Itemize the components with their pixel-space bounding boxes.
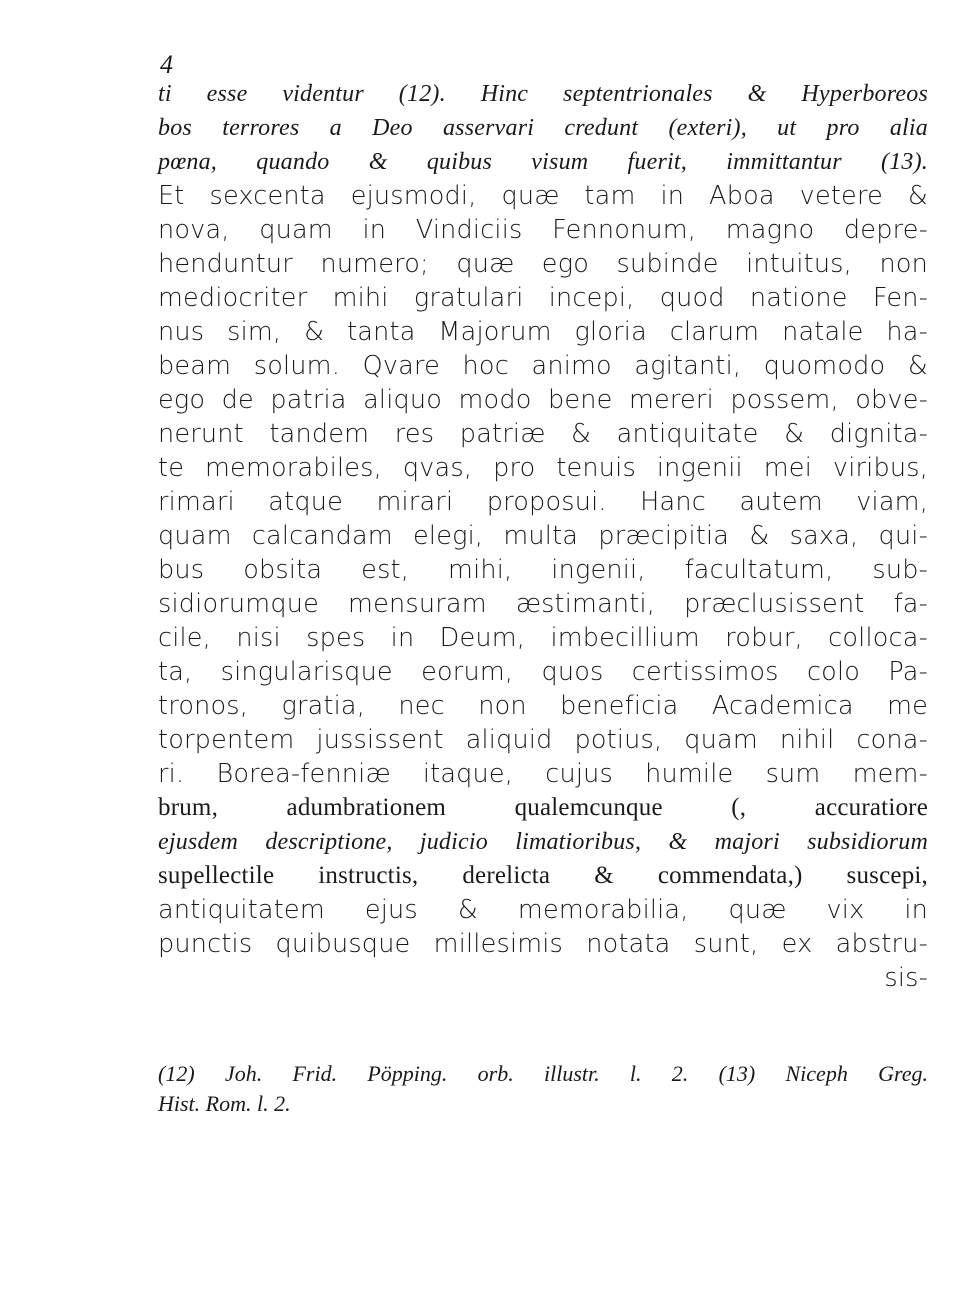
page-number: 4 <box>160 50 173 79</box>
text-line: ri. Borea-fenniæ itaque, cujus humile sum mem- <box>158 759 928 789</box>
text-line: antiquitatem ejus & memorabilia, quæ vix in <box>158 895 928 925</box>
text-line: punctis quibusque millesimis notata sunt, ex abstru- <box>158 929 928 959</box>
text-line: bus obsita est, mihi, ingenii, facultatum, sub- <box>158 555 928 585</box>
footnote-line: Hist. Rom. l. 2. <box>158 1091 291 1116</box>
text-line: nus sim, & tanta Majorum gloria clarum natale ha- <box>158 317 928 347</box>
footnote-line: (12) Joh. Frid. Pöpping. orb. illustr. l. 2. (13) Niceph Greg. <box>158 1061 928 1086</box>
text-line: brum, adumbrationem qualemcunque (, accuratiore <box>158 794 928 821</box>
text-line: sidiorumque mensuram æstimanti, præclusissent fa- <box>158 589 928 619</box>
text-line: Et sexcenta ejusmodi, quæ tam in Aboa vetere & <box>158 181 928 211</box>
catchword: sis- <box>884 963 928 993</box>
text-line: te memorabiles, qvas, pro tenuis ingenii mei viribus, <box>158 453 928 483</box>
text-line: bos terrores a Deo asservari credunt (exteri), ut pro alia <box>158 115 928 141</box>
text-line: tronos, gratia, nec non beneficia Academica me <box>158 691 928 721</box>
text-line: ti esse videntur (12). Hinc septentrionales & Hyperboreos <box>158 81 928 107</box>
text-line: torpentem jussissent aliquid potius, quam nihil cona- <box>158 725 928 755</box>
text-line: ejusdem descriptione, judicio limatioribus, & majori subsidiorum <box>158 829 928 855</box>
text-line: rimari atque mirari proposui. Hanc autem viam, <box>158 487 928 517</box>
text-line: supellectile instructis, derelicta & commendata,) suscepi, <box>158 862 928 889</box>
text-line: nerunt tandem res patriæ & antiquitate & dignita- <box>158 419 928 449</box>
text-line: quam calcandam elegi, multa præcipitia & saxa, qui- <box>158 521 928 551</box>
text-line: ego de patria aliquo modo bene mereri possem, obve- <box>158 385 928 415</box>
text-line: beam solum. Qvare hoc animo agitanti, quomodo & <box>158 351 928 381</box>
text-line: henduntur numero; quæ ego subinde intuitus, non <box>158 249 928 279</box>
text-line: pœna, quando & quibus visum fuerit, immittantur (13). <box>158 149 928 175</box>
text-line: mediocriter mihi gratulari incepi, quod natione Fen- <box>158 283 928 313</box>
text-line: ta, singularisque eorum, quos certissimos colo Pa- <box>158 657 928 687</box>
text-line: cile, nisi spes in Deum, imbecillium robur, colloca- <box>158 623 928 653</box>
text-line: nova, quam in Vindiciis Fennonum, magno depre- <box>158 215 928 245</box>
